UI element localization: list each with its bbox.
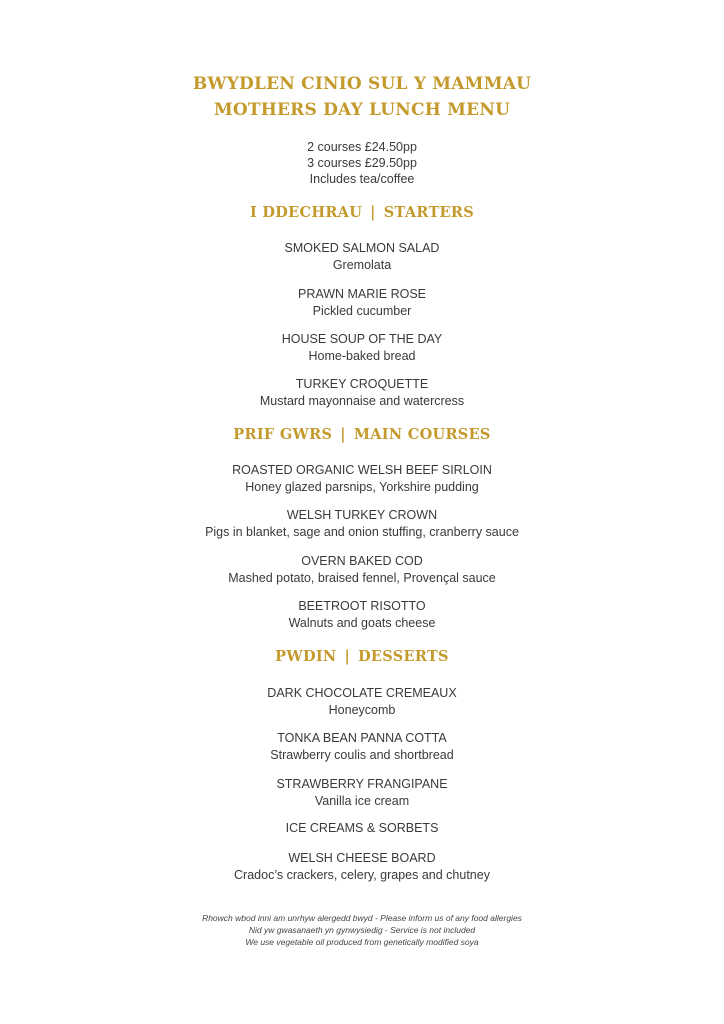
section-welsh-label: I DDECHRAU [249, 204, 363, 221]
section-english-label: MAIN COURSES [353, 426, 491, 443]
item-name: HOUSE SOUP OF THE DAY [281, 332, 443, 346]
menu-item [0, 553, 724, 586]
section-heading-main-courses [0, 425, 724, 445]
item-name: ROASTED ORGANIC WELSH BEEF SIRLOIN [232, 463, 492, 477]
section-separator: | [344, 648, 351, 665]
item-name: TONKA BEAN PANNA COTTA [277, 731, 447, 745]
menu-item [0, 685, 724, 718]
footer-service-note: Nid yw gwasanaeth yn gynwysiedig - Service is not included [248, 925, 476, 935]
footer-oil-note: We use vegetable oil produced from genetically modified soya [245, 937, 479, 947]
menu-item [0, 376, 724, 409]
section-welsh-label: PRIF GWRS [233, 426, 333, 443]
item-description: Mustard mayonnaise and watercress [259, 393, 465, 408]
section-english-label: STARTERS [383, 204, 475, 221]
section-heading-desserts [0, 647, 724, 667]
price-two-courses: 2 courses £24.50pp [307, 140, 417, 154]
footer-allergy-note: Rhowch wbod inni am unrhyw alergedd bwyd - Please inform us of any food allergies [202, 913, 522, 923]
item-description: Home-baked bread [308, 348, 416, 363]
section-separator: | [370, 204, 376, 221]
section-heading-starters [0, 203, 724, 223]
item-name: ICE CREAMS & SORBETS [285, 821, 439, 835]
item-description: Pigs in blanket, sage and onion stuffing, cranberry sauce [205, 524, 519, 539]
item-name: TURKEY CROQUETTE [295, 377, 429, 391]
item-description: Mashed potato, braised fennel, Provençal sauce [228, 570, 496, 585]
menu-title-english: MOTHERS DAY LUNCH MENU [213, 100, 511, 120]
item-description: Honeycomb [328, 702, 396, 717]
item-description: Walnuts and goats cheese [288, 615, 436, 630]
section-welsh-label: PWDIN [275, 648, 337, 665]
item-name: SMOKED SALMON SALAD [284, 241, 440, 255]
menu-item [0, 850, 724, 883]
item-name: OVERN BAKED COD [301, 554, 423, 568]
item-name: WELSH TURKEY CROWN [286, 508, 438, 522]
item-name: PRAWN MARIE ROSE [297, 287, 427, 301]
item-name: DARK CHOCOLATE CREMEAUX [267, 686, 457, 700]
price-includes-drinks: Includes tea/coffee [309, 172, 415, 186]
menu-item [0, 730, 724, 763]
menu-item [0, 776, 724, 809]
menu-title-welsh: BWYDLEN CINIO SUL Y MAMMAU [192, 74, 532, 94]
item-description: Cradoc’s crackers, celery, grapes and chutney [234, 867, 490, 882]
item-description: Gremolata [332, 257, 392, 272]
section-separator: | [340, 426, 346, 443]
section-english-label: DESSERTS [358, 648, 449, 665]
menu-item [0, 240, 724, 273]
item-description: Strawberry coulis and shortbread [270, 747, 454, 762]
menu-item [0, 286, 724, 319]
item-description: Vanilla ice cream [314, 793, 410, 808]
item-name: WELSH CHEESE BOARD [288, 851, 436, 865]
menu-item [0, 507, 724, 540]
item-name: BEETROOT RISOTTO [298, 599, 426, 613]
item-description: Honey glazed parsnips, Yorkshire pudding [245, 479, 479, 494]
menu-item [0, 820, 724, 837]
menu-item [0, 598, 724, 631]
menu-item [0, 331, 724, 364]
price-three-courses: 3 courses £29.50pp [307, 156, 417, 170]
item-name: STRAWBERRY FRANGIPANE [276, 777, 448, 791]
item-description: Pickled cucumber [312, 303, 412, 318]
menu-item [0, 462, 724, 495]
